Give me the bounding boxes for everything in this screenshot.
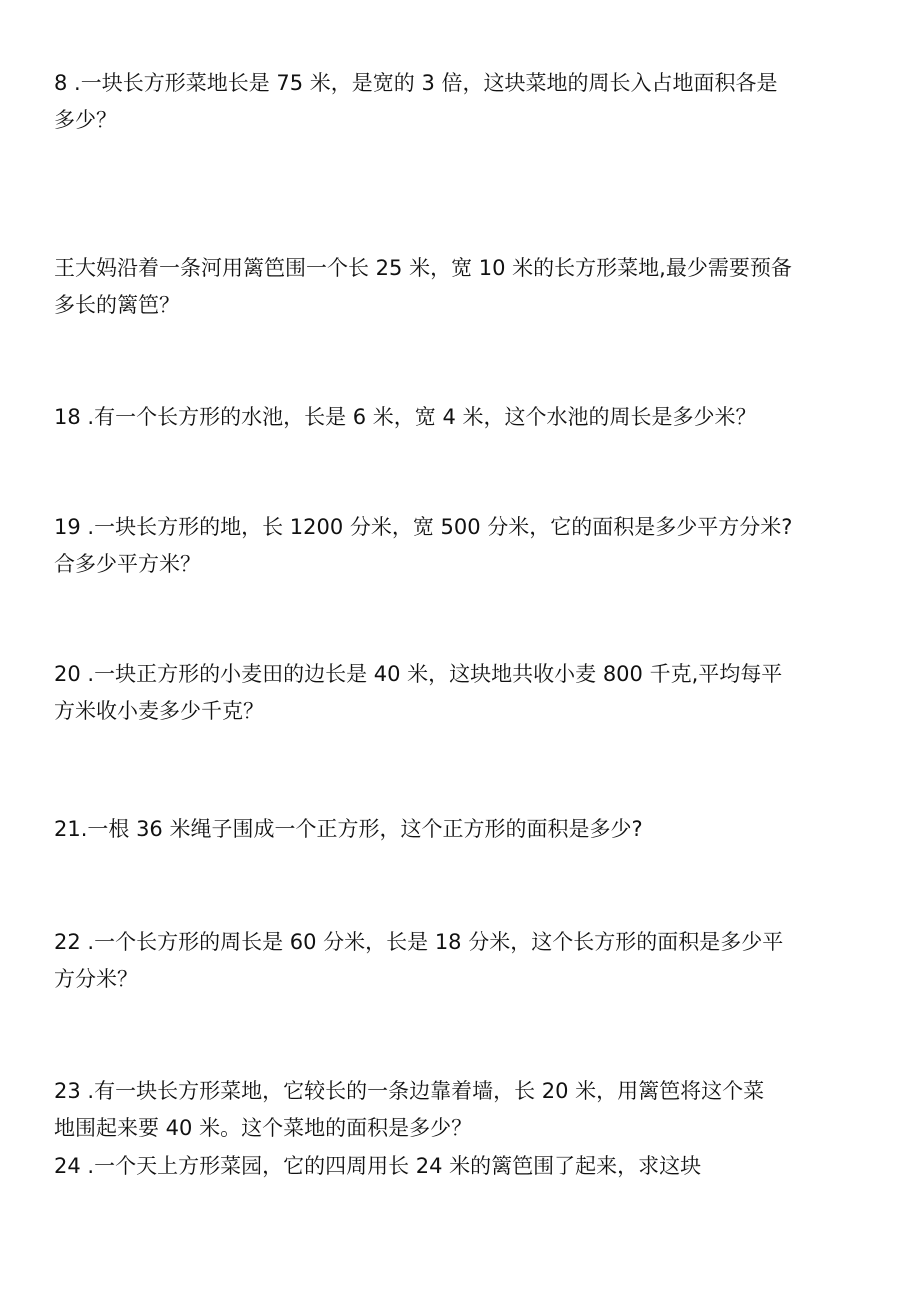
problem-18-line-1: 18 .有一个长方形的水池，长是 6 米，宽 4 米，这个水池的周长是多少米？ xyxy=(54,405,757,429)
problem-23-line-1: 23 .有一块长方形菜地，它较长的一条边靠着墙，长 20 米，用篱笆将这个菜 xyxy=(54,1079,765,1103)
problem-20-line-2: 方米收小麦多少千克？ xyxy=(54,699,264,723)
problem-22-line-1: 22 .一个长方形的周长是 60 分米，长是 18 分米，这个长方形的面积是多少平 xyxy=(54,930,784,954)
problem-23-line-2: 地围起来要 40 米。这个菜地的面积是多少？ xyxy=(54,1116,473,1140)
problem-21-line-1: 21.一根 36 米绳子围成一个正方形，这个正方形的面积是多少? xyxy=(54,817,643,841)
problem-fence-line-1: 王大妈沿着一条河用篱笆围一个长 25 米，宽 10 米的长方形菜地,最少需要预备 xyxy=(54,256,792,280)
problem-8-line-1: 8 .一块长方形菜地长是 75 米，是宽的 3 倍，这块菜地的周长入占地面积各是 xyxy=(54,71,778,95)
problem-fence-line-2: 多长的篱笆？ xyxy=(54,293,180,317)
problem-19-line-1: 19 .一块长方形的地，长 1200 分米，宽 500 分米，它的面积是多少平方分米? xyxy=(54,515,793,539)
problem-8-line-2: 多少？ xyxy=(54,108,117,132)
problem-20-line-1: 20 .一块正方形的小麦田的边长是 40 米，这块地共收小麦 800 千克,平均每平 xyxy=(54,662,783,686)
problem-19-line-2: 合多少平方米？ xyxy=(54,552,201,576)
problem-24-line-1: 24 .一个天上方形菜园，它的四周用长 24 米的篱笆围了起来，求这块 xyxy=(54,1154,702,1178)
problem-22-line-2: 方分米？ xyxy=(54,967,138,991)
